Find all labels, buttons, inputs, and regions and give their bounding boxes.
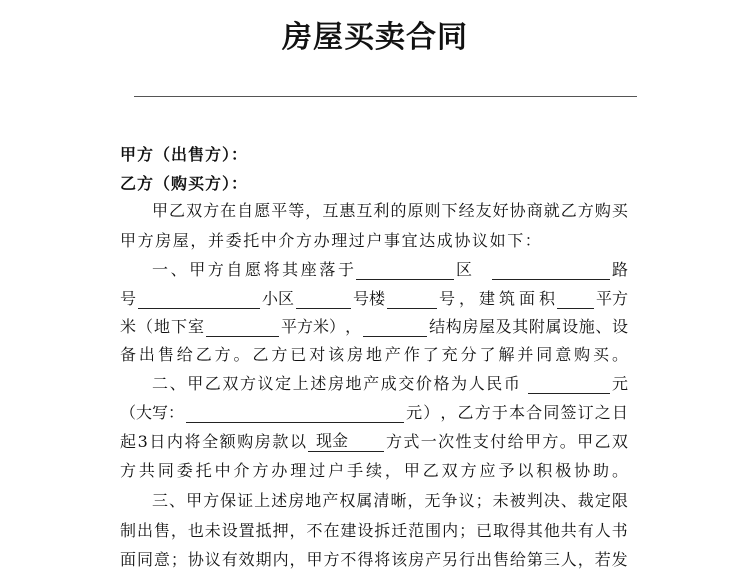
basement-area-blank[interactable]	[206, 320, 279, 337]
paragraph-line	[120, 550, 628, 570]
paragraph-line	[120, 432, 628, 452]
text: 三 、 甲 方 保 证 上 述 房 地 产 权 属 清 晰 ， 无 争 议 ； 未 被 判 决 、 裁 定 限	[152, 491, 628, 510]
structure-blank[interactable]	[363, 320, 427, 337]
text: 平 方 米 ） ，	[281, 317, 362, 336]
text: 小区	[262, 289, 295, 308]
text: 一 、 甲 方 自 愿 将 其 座 落 于	[152, 260, 354, 279]
text: 平方	[595, 289, 628, 308]
text: 结 构 房 屋 及 其 附 属 设 施 、 设	[429, 317, 628, 336]
text: 米 （ 地 下 室	[120, 317, 204, 336]
text: 二 、 甲 乙 双 方 议 定 上 述 房 地 产 成 交 价 格 为 人 民 币	[152, 374, 520, 393]
text: 区	[455, 260, 472, 279]
paragraph-line	[120, 403, 628, 423]
payment-method-field[interactable]: 现金	[308, 431, 384, 452]
text: 号	[120, 289, 137, 308]
paragraph-line	[152, 374, 628, 394]
paragraph-line	[120, 461, 628, 481]
text: 元	[611, 374, 628, 393]
text: 方 式 一 次 性 支 付 给 甲 方 。 甲 乙 双	[386, 432, 628, 451]
text: 路	[611, 260, 628, 279]
text: 方 共 同 委 托 中 介 方 办 理 过 户 手 续 ， 甲 乙 双 方 应 予 以 积 极 协 助 。	[120, 461, 628, 480]
paragraph-line	[120, 521, 628, 541]
paragraph-line	[152, 260, 628, 280]
paragraph-line	[120, 231, 628, 251]
paragraph-line	[152, 201, 628, 221]
text: 元 ） ， 乙 方 于 本 合 同 签 订 之 日	[406, 403, 628, 422]
text: 号 ， 建 筑 面 积	[439, 289, 555, 308]
text: 制 出 售 ， 也 未 设 置 抵 押 ， 不 在 建 设 拆 迁 范 围 内 ； 已 取 得 其 他 共 有 人 书	[120, 521, 628, 540]
party-a-label: 甲方（出售方）：	[120, 145, 249, 164]
price-blank[interactable]	[528, 377, 610, 394]
road-blank[interactable]	[492, 263, 610, 280]
text: 甲方房屋，并委托中介方办理过户事宜达成协议如下：	[120, 231, 543, 250]
paragraph-line	[120, 317, 628, 337]
paragraph-line	[120, 289, 628, 309]
text: 起 3 日 内 将 全 额 购 房 款 以	[120, 432, 306, 451]
district-blank[interactable]	[356, 263, 454, 280]
number-blank[interactable]	[138, 292, 260, 309]
price-in-words-blank[interactable]	[186, 406, 404, 423]
area-blank[interactable]	[557, 292, 594, 309]
document-title: 房屋买卖合同	[282, 20, 468, 55]
text: 面 同 意 ； 协 议 有 效 期 内 ， 甲 方 不 得 将 该 房 产 另 行 出 售 给 第 三 人 ， 若 发	[120, 550, 628, 569]
community-blank[interactable]	[296, 292, 351, 309]
title-divider	[134, 96, 637, 97]
text: 号楼	[353, 289, 386, 308]
paragraph-line	[152, 491, 628, 511]
party-b-label: 乙方（购买方）：	[120, 174, 249, 193]
building-blank[interactable]	[387, 292, 437, 309]
text: （ 大 写 ：	[120, 403, 185, 422]
text: 备 出 售 给 乙 方 。 乙 方 已 对 该 房 地 产 作 了 充 分 了 解 并 同 意 购 买 。	[120, 345, 628, 364]
text: 甲 乙 双 方 在 自 愿 平 等 ， 互 惠 互 利 的 原 则 下 经 友 好 协 商 就 乙 方 购 买	[152, 201, 628, 220]
paragraph-line	[120, 345, 628, 365]
